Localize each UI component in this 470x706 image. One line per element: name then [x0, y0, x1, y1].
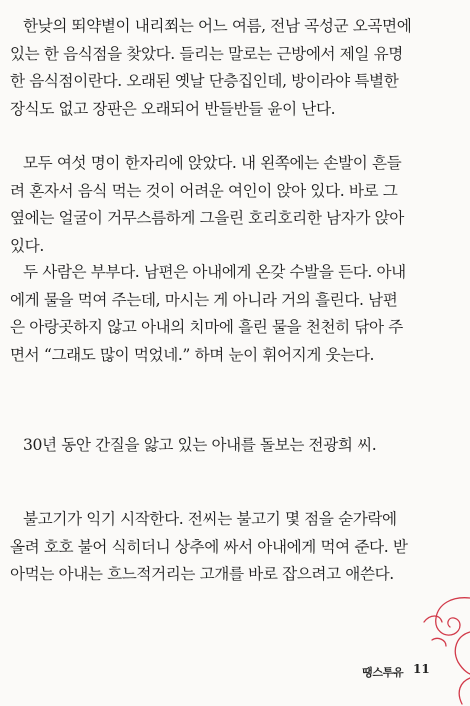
text-line: 30년 동안 간질을 앓고 있는 아내를 돌보는 전광희 씨.	[23, 436, 377, 454]
text-line: 불고기가 익기 시작한다. 전씨는 불고기 몇 점을 숟가락에	[23, 510, 397, 528]
paragraph-5	[10, 506, 430, 589]
paragraph-2	[10, 150, 430, 260]
paragraph-3	[10, 259, 430, 369]
text-line: 올려 호호 불어 식히더니 상추에 싸서 아내에게 먹여 준다. 받	[10, 537, 408, 556]
text-line: 면서 “그래도 많이 먹었네.” 하며 눈이 휘어지게 웃는다.	[10, 345, 375, 364]
paragraph-4	[10, 432, 430, 460]
text-line: 두 사람은 부부다. 남편은 아내에게 온갖 수발을 든다. 아내	[23, 263, 406, 281]
text-line: 옆에는 얼굴이 거무스름하게 그을린 호리호리한 남자가 앉아	[10, 209, 404, 227]
text-line: 한 음식점이란다. 오래된 옛날 단층집인데, 방이라야 특별한	[10, 72, 399, 90]
text-line: 모두 여섯 명이 한자리에 앉았다. 내 왼쪽에는 손발이 흔들	[23, 154, 402, 172]
book-title: 땡스투유	[362, 666, 404, 679]
text-line: 에게 물을 먹여 주는데, 마시는 게 아니라 거의 흘린다. 남편	[10, 290, 398, 309]
text-line: 한낮의 뙤약볕이 내리쬐는 어느 여름, 전남 곡성군 오곡면에	[23, 17, 412, 35]
text-line: 장식도 없고 장판은 오래되어 반들반들 윤이 난다.	[10, 99, 336, 118]
text-line: 은 아랑곳하지 않고 아내의 치마에 흘린 물을 천천히 닦아 주	[10, 318, 403, 336]
text-line: 있다.	[10, 236, 44, 255]
page-number: 11	[413, 662, 430, 676]
text-line: 려 혼자서 음식 먹는 것이 어려운 여인이 앉아 있다. 바로 그	[10, 181, 398, 200]
text-line: 아먹는 아내는 흐느적거리는 고개를 바로 잡으려고 애쓴다.	[10, 565, 394, 583]
decorative-swirl-icon	[412, 592, 470, 706]
text-line: 있는 한 음식점을 찾았다. 들리는 말로는 근방에서 제일 유명	[10, 44, 403, 63]
paragraph-1	[10, 13, 430, 123]
